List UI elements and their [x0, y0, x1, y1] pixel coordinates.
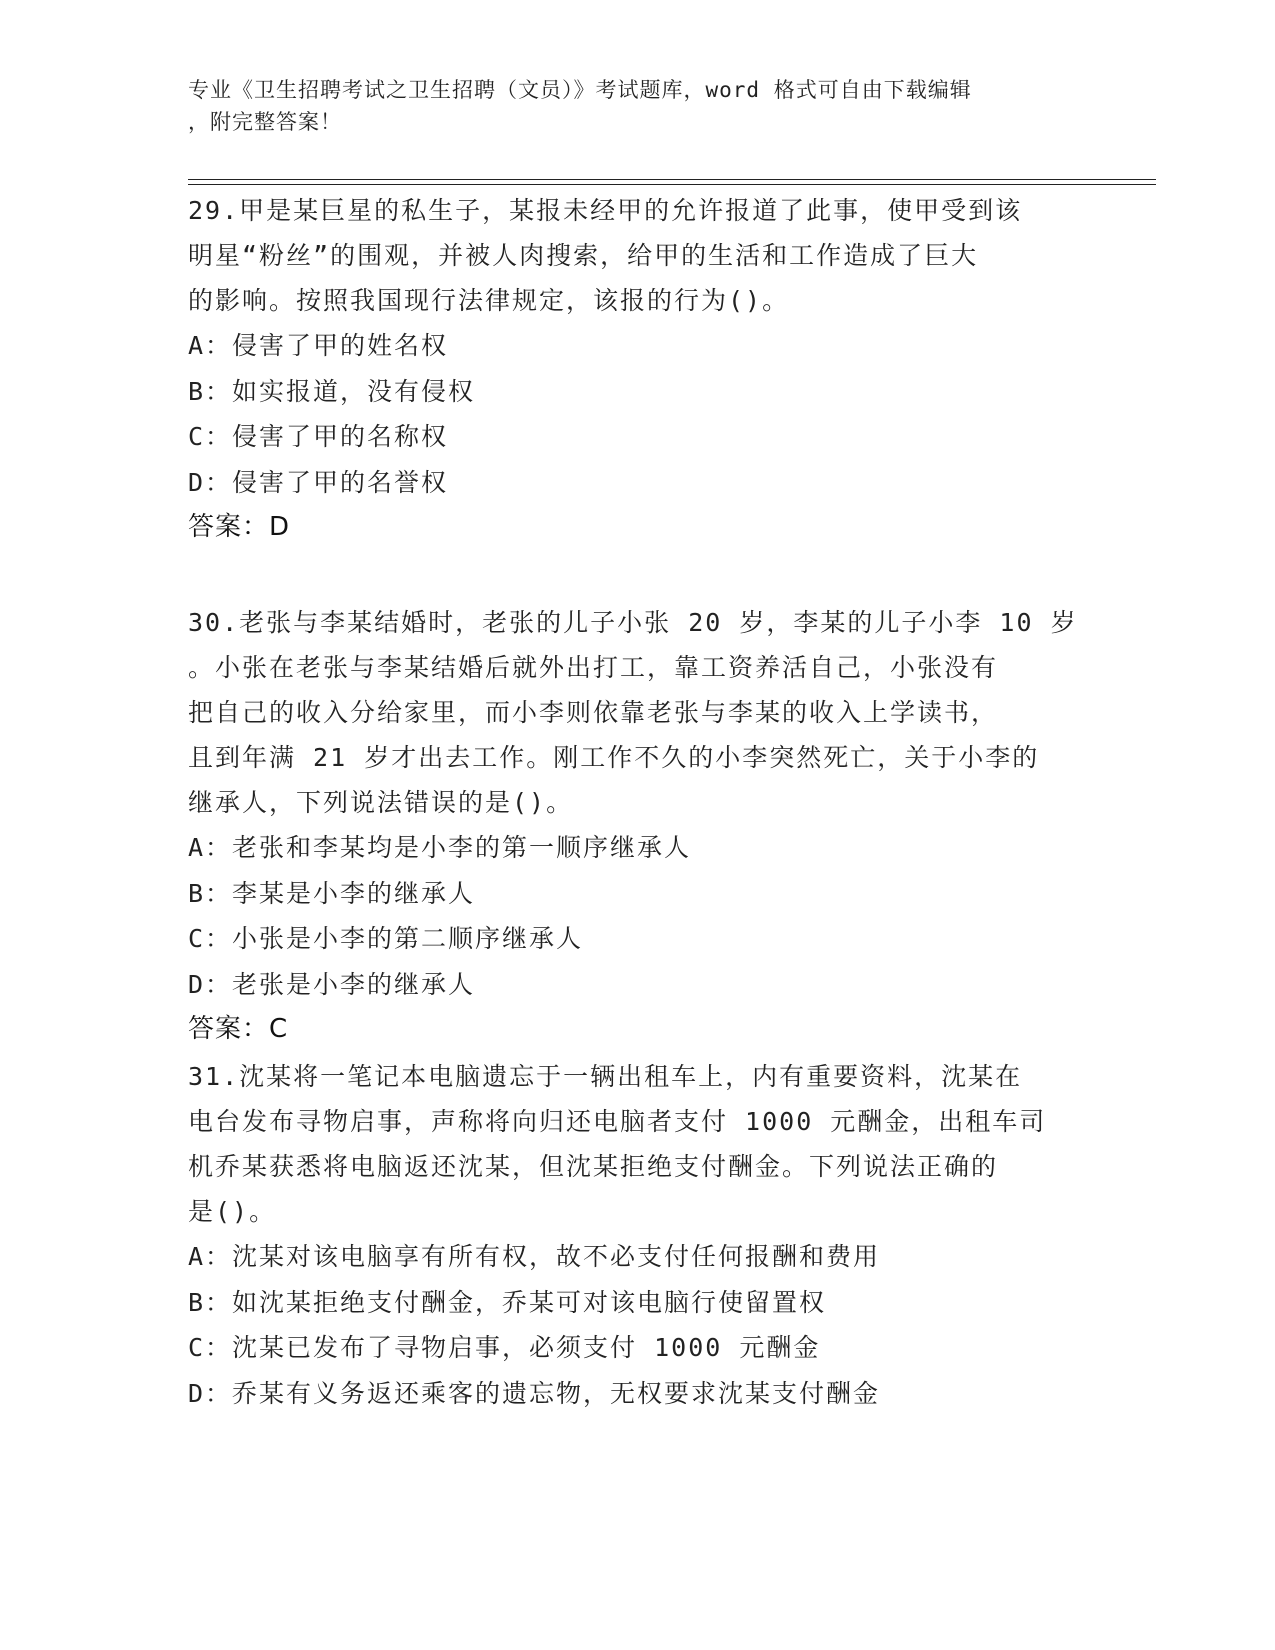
question-stem	[188, 600, 1088, 825]
option-d: D：侵害了甲的名誉权	[188, 467, 449, 497]
answer: 答案：D	[188, 512, 291, 542]
header-rule-bottom	[188, 184, 1156, 185]
header-line-2: ，附完整答案！	[188, 110, 342, 134]
question-31	[188, 1054, 1088, 1416]
option-b: B：如实报道，没有侵权	[188, 376, 476, 406]
option-b: B：如沈某拒绝支付酬金，乔某可对该电脑行使留置权	[188, 1287, 827, 1317]
stem-line: 29.甲是某巨星的私生子，某报未经甲的允许报道了此事，使甲受到该	[188, 196, 1023, 225]
option-a: A：沈某对该电脑享有所有权，故不必支付任何报酬和费用	[188, 1242, 881, 1271]
stem-line: 30.老张与李某结婚时，老张的儿子小张 20 岁，李某的儿子小李 10 岁	[188, 608, 1078, 637]
option-c: C：侵害了甲的名称权	[188, 422, 449, 451]
option-c: C：小张是小李的第二顺序继承人	[188, 924, 584, 953]
question-stem	[188, 1054, 1088, 1234]
stem-line: 的影响。按照我国现行法律规定，该报的行为()。	[188, 286, 790, 315]
option-a: A：侵害了甲的姓名权	[188, 331, 449, 360]
option-c: C：沈某已发布了寻物启事，必须支付 1000 元酬金	[188, 1333, 821, 1362]
option-a: A：老张和李某均是小李的第一顺序继承人	[188, 833, 692, 862]
question-stem	[188, 188, 1088, 323]
stem-line: 继承人，下列说法错误的是()。	[188, 788, 574, 817]
stem-line: 是()。	[188, 1197, 277, 1226]
question-30	[188, 600, 1088, 1052]
stem-line: 把自己的收入分给家里，而小李则依靠老张与李某的收入上学读书，	[188, 698, 999, 727]
stem-line: 且到年满 21 岁才出去工作。刚工作不久的小李突然死亡，关于小李的	[188, 743, 1040, 772]
stem-line: 机乔某获悉将电脑返还沈某，但沈某拒绝支付酬金。下列说法正确的	[188, 1152, 999, 1181]
answer: 答案：C	[188, 1014, 289, 1044]
stem-line: 31.沈某将一笔记本电脑遗忘于一辆出租车上，内有重要资料，沈某在	[188, 1062, 1023, 1091]
header-line-1: 专业《卫生招聘考试之卫生招聘（文员）》考试题库，word 格式可自由下载编辑	[188, 78, 972, 102]
stem-line: 明星“粉丝”的围观，并被人肉搜索，给甲的生活和工作造成了巨大	[188, 241, 979, 270]
option-b: B：李某是小李的继承人	[188, 878, 476, 908]
question-29	[188, 188, 1088, 550]
option-d: D：老张是小李的继承人	[188, 969, 476, 999]
document-header	[188, 74, 1068, 138]
option-d: D：乔某有义务返还乘客的遗忘物，无权要求沈某支付酬金	[188, 1378, 881, 1408]
header-rule-top	[188, 179, 1156, 180]
stem-line: 电台发布寻物启事，声称将向归还电脑者支付 1000 元酬金，出租车司	[188, 1107, 1047, 1136]
stem-line: 。小张在老张与李某结婚后就外出打工，靠工资养活自己，小张没有	[188, 653, 999, 682]
